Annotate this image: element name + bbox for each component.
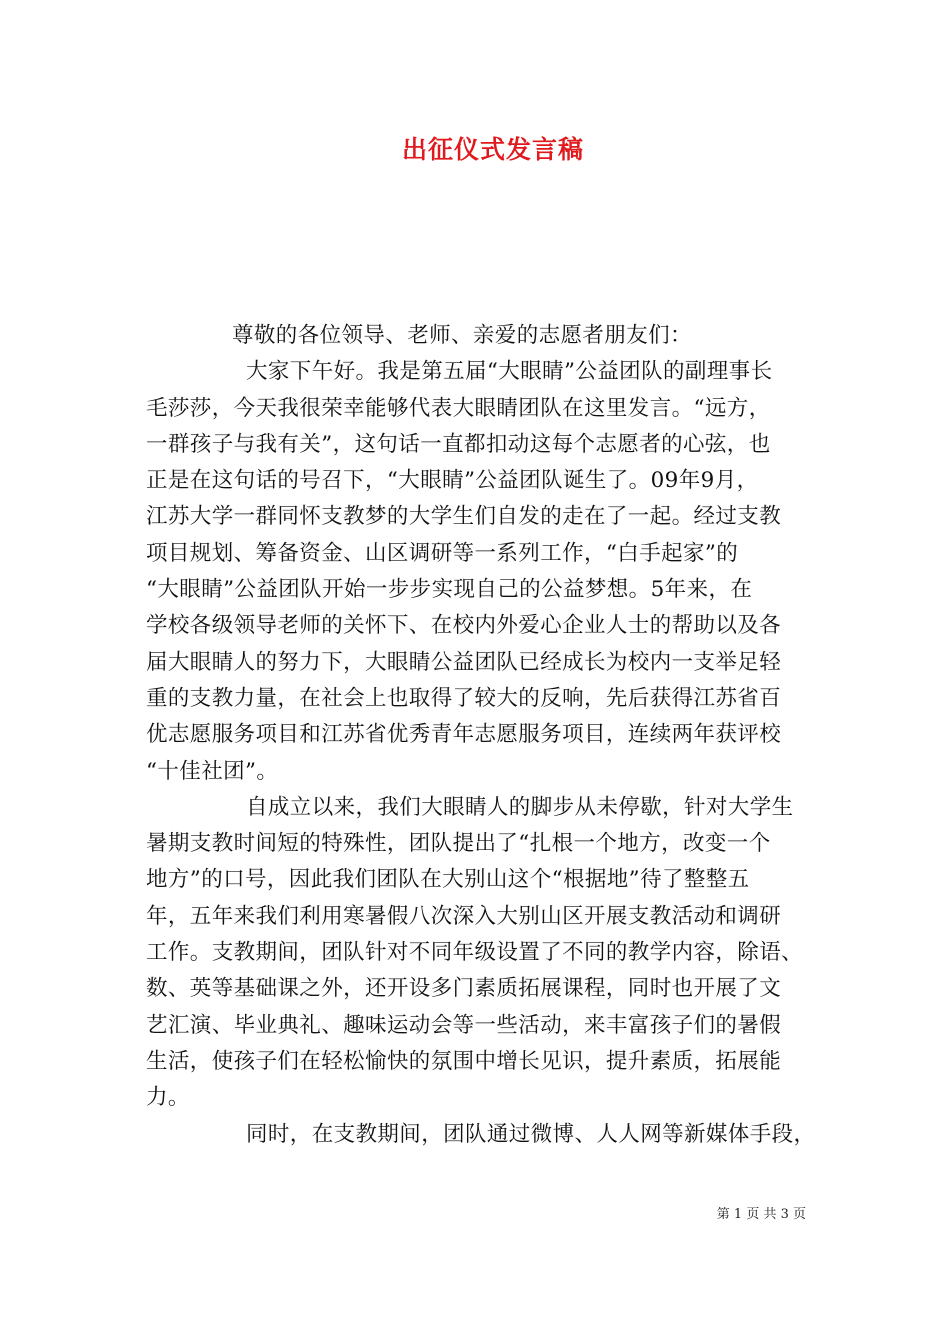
paragraph-2-line-7: 艺汇演、毕业典礼、趣味运动会等一些活动，来丰富孩子们的暑假: [146, 1012, 782, 1038]
paragraph-1-line-9: 届大眼睛人的努力下，大眼睛公益团队已经成长为校内一支举足轻: [146, 649, 782, 675]
paragraph-1-line-10: 重的支教力量，在社会上也取得了较大的反响，先后获得江苏省百: [146, 685, 782, 711]
paragraph-2-line-4: 年，五年来我们利用寒暑假八次深入大别山区开展支教活动和调研: [146, 903, 782, 929]
paragraph-2-line-5: 工作。支教期间，团队针对不同年级设置了不同的教学内容，除语、: [146, 940, 804, 966]
page-footer: 第 1 页 共 3 页: [716, 1207, 806, 1222]
paragraph-1-line-12: “十佳社团”。: [146, 758, 279, 784]
salutation: 尊敬的各位领导、老师、亲爱的志愿者朋友们：: [232, 323, 692, 348]
paragraph-2-line-3: 地方”的口号，因此我们团队在大别山这个“根据地”待了整整五: [146, 867, 750, 893]
paragraph-1-line-2: 毛莎莎，今天我很荣幸能够代表大眼睛团队在这里发言。“远方，: [146, 395, 771, 421]
paragraph-1-line-6: 项目规划、筹备资金、山区调研等一系列工作，“白手起家”的: [146, 540, 739, 566]
paragraph-1-line-7: “大眼睛”公益团队开始一步步实现自己的公益梦想。5年来，在: [146, 577, 753, 603]
paragraph-1-line-4: 正是在这句话的号召下，“大眼睛”公益团队诞生了。09年9月，: [146, 468, 759, 494]
paragraph-2-line-8: 生活，使孩子们在轻松愉快的氛围中增长见识，提升素质，拓展能: [146, 1048, 782, 1074]
document-title: 出征仪式发言稿: [401, 135, 584, 164]
paragraph-1-line-11: 优志愿服务项目和江苏省优秀青年志愿服务项目，连续两年获评校: [146, 722, 782, 748]
paragraph-2-line-1: 自成立以来，我们大眼睛人的脚步从未停歇，针对大学生: [246, 794, 794, 820]
paragraph-2-line-6: 数、英等基础课之外，还开设多门素质拓展课程，同时也开展了文: [146, 976, 782, 1002]
paragraph-1-line-5: 江苏大学一群同怀支教梦的大学生们自发的走在了一起。经过支教: [146, 504, 782, 530]
paragraph-2-line-9: 力。: [146, 1085, 190, 1111]
paragraph-1-line-3: 一群孩子与我有关”，这句话一直都扣动这每个志愿者的心弦，也: [146, 431, 771, 457]
paragraph-3-line-1: 同时，在支教期间，团队通过微博、人人网等新媒体手段，: [246, 1121, 816, 1147]
document-body: [146, 318, 818, 1153]
paragraph-2-line-2: 暑期支教时间短的特殊性，团队提出了“扎根一个地方，改变一个: [146, 831, 771, 857]
paragraph-1-line-1: 大家下午好。我是第五届“大眼睛”公益团队的副理事长: [246, 359, 773, 385]
paragraph-1-line-8: 学校各级领导老师的关怀下、在校内外爱心企业人士的帮助以及各: [146, 613, 782, 639]
